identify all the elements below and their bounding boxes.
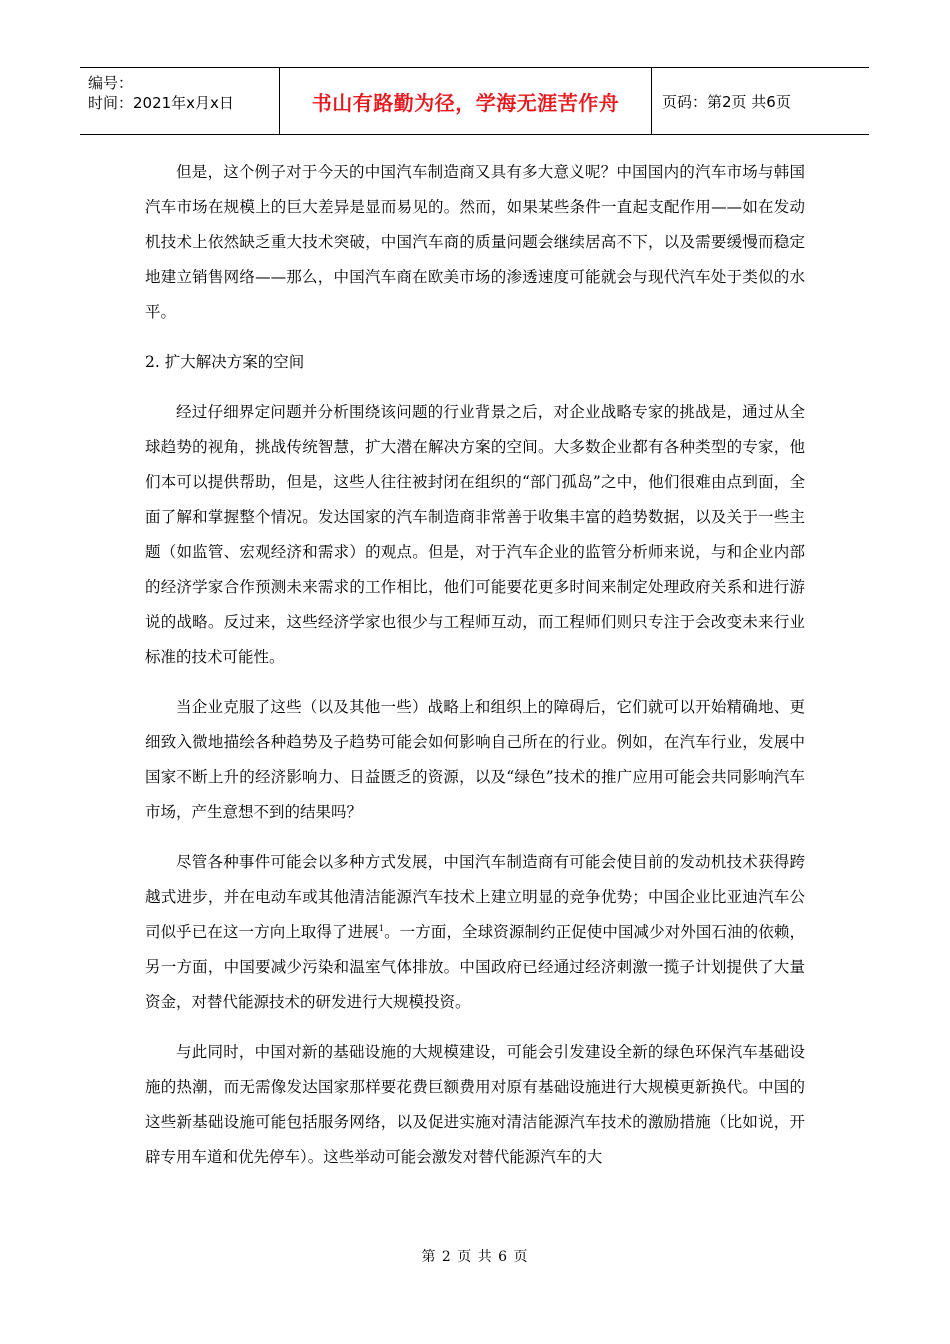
body-paragraph: 与此同时，中国对新的基础设施的大规模建设，可能会引发建设全新的绿色环保汽车基础设施的热潮，而无需像发达国家那样要花费巨额费用对原有基础设施进行大规模更新换代。中国的这些新基础设施可能包括服务网络，以及促进实施对清洁能源汽车技术的激励措施（比如说，开辟专用车道和优先停车）。这些举动可能会激发对替代能源汽车的大 — [145, 1043, 805, 1166]
body-paragraph: 经过仔细界定问题并分析围绕该问题的行业背景之后，对企业战略专家的挑战是，通过从全球趋势的视角，挑战传统智慧，扩大潜在解决方案的空间。大多数企业都有各种类型的专家，他们本可以提供帮助，但是，这些人往往被封闭在组织的“部门孤岛”之中，他们很难由点到面，全面了解和掌握整个情况。发达国家的汽车制造商非常善于收集丰富的趋势数据，以及关于一些主题（如监管、宏观经济和需求）的观点。但是，对于汽车企业的监管分析师来说，与和企业内部的经济学家合作预测未来需求的工作相比，他们可能要花更多时间来制定处理政府关系和进行游说的战略。反过来，这些经济学家也很少与工程师互动，而工程师们则只专注于会改变未来行业标准的技术可能性。 — [145, 403, 805, 666]
body-paragraph — [145, 845, 805, 1020]
paragraph-text-after-footnote: 。一方面，全球资源制约正促使中国减少对外国石油的依赖，另一方面，中国要减少污染和温室气体排放。中国政府已经通过经济刺激一揽子计划提供了大量资金，对替代能源技术的研发进行大规模投资。 — [145, 923, 805, 1011]
page-header — [80, 67, 869, 135]
page-footer: 第 2 页 共 6 页 — [421, 1249, 529, 1265]
document-body — [145, 155, 805, 1190]
header-page-code: 页码：第2页 共6页 — [662, 92, 791, 111]
section-heading: 2. 扩大解决方案的空间 — [145, 353, 305, 371]
header-meta-cell — [80, 68, 280, 134]
body-paragraph: 但是，这个例子对于今天的中国汽车制造商又具有多大意义呢？中国国内的汽车市场与韩国汽车市场在规模上的巨大差异是显而易见的。然而，如果某些条件一直起支配作用——如在发动机技术上依然缺乏重大技术突破，中国汽车商的质量问题会继续居高不下，以及需要缓慢而稳定地建立销售网络——那么，中国汽车商在欧美市场的渗透速度可能就会与现代汽车处于类似的水平。 — [145, 163, 805, 321]
body-paragraph: 当企业克服了这些（以及其他一些）战略上和组织上的障碍后，它们就可以开始精确地、更细致入微地描绘各种趋势及子趋势可能会如何影响自己所在的行业。例如，在汽车行业，发展中国家不断上升的经济影响力、日益匮乏的资源，以及“绿色”技术的推广应用可能会共同影响汽车市场，产生意想不到的结果吗？ — [145, 698, 805, 821]
paragraph-text-before-footnote: 尽管各种事件可能会以多种方式发展，中国汽车制造商有可能会使目前的发动机技术获得跨越式进步，并在电动车或其他清洁能源汽车技术上建立明显的竞争优势；中国企业比亚迪汽车公司似乎已在这一方向上取得了进展 — [145, 853, 805, 941]
header-motto: 书山有路勤为径，学海无涯苦作舟 — [280, 68, 652, 134]
footnote-marker[interactable]: 1 — [378, 924, 384, 933]
header-number-label: 编号： — [88, 74, 134, 92]
header-time-label: 时间：2021年x月x日 — [88, 94, 234, 112]
